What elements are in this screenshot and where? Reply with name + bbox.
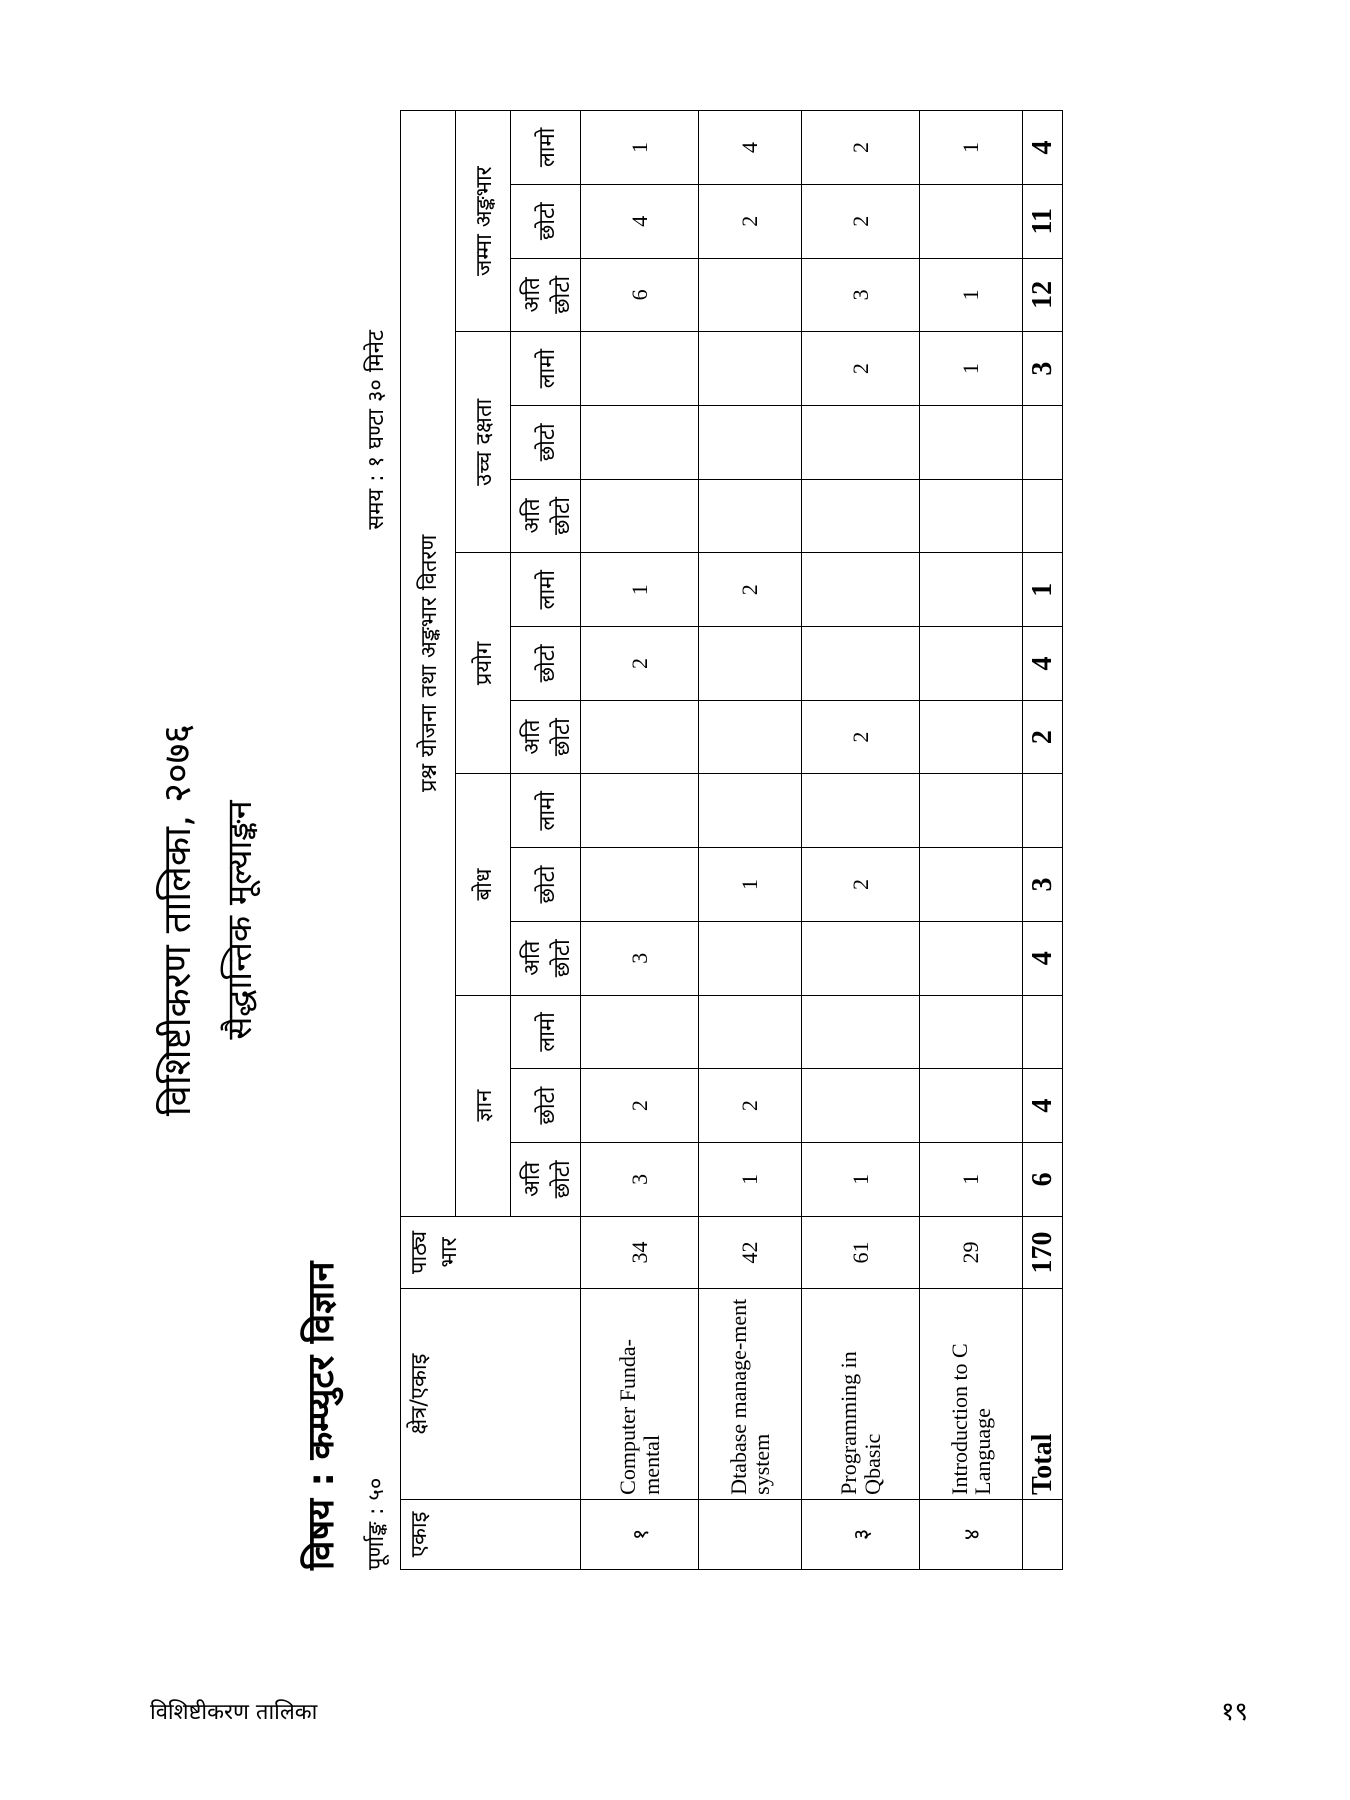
total-value-cell: 4 — [1023, 111, 1063, 185]
header-question-type: छोटो — [511, 405, 581, 479]
header-distribution: प्रश्न योजना तथा अङ्कभार वितरण — [401, 111, 456, 1217]
total-row — [1023, 111, 1063, 1570]
value-cell: 2 — [802, 700, 920, 774]
total-value-cell: 3 — [1023, 332, 1063, 406]
total-value-cell: 1 — [1023, 553, 1063, 627]
value-cell — [581, 700, 699, 774]
unit-number: १ — [581, 1499, 699, 1569]
area-name: Computer Funda-mental — [581, 1289, 699, 1500]
value-cell — [699, 700, 802, 774]
total-unit-cell — [1023, 1499, 1063, 1569]
header-question-type: अति छोटो — [511, 700, 581, 774]
value-cell: 2 — [699, 553, 802, 627]
header-question-type: छोटो — [511, 848, 581, 922]
value-cell — [699, 627, 802, 701]
header-level: जम्मा अङ्कभार — [456, 111, 511, 332]
value-cell — [699, 258, 802, 332]
header-question-type: अति छोटो — [511, 258, 581, 332]
weight-cell: 42 — [699, 1216, 802, 1289]
value-cell — [699, 479, 802, 553]
value-cell: 1 — [699, 1143, 802, 1217]
header-weight: पाठ्य भार — [401, 1216, 581, 1289]
page-subtitle: सैद्धान्तिक मूल्याङ्कन — [220, 800, 260, 1040]
total-value-cell — [1023, 479, 1063, 553]
value-cell: 3 — [581, 1143, 699, 1217]
total-value-cell: 4 — [1023, 627, 1063, 701]
header-question-type: लामो — [511, 111, 581, 185]
value-cell: 1 — [699, 848, 802, 922]
header-question-type: छोटो — [511, 627, 581, 701]
subject-heading: विषय : कम्प्युटर विज्ञान — [301, 1261, 342, 1570]
value-cell — [920, 479, 1023, 553]
value-cell — [920, 700, 1023, 774]
exam-time: समय : १ घण्टा ३० मिनेट — [364, 330, 389, 530]
header-unit: एकाइ — [401, 1499, 581, 1569]
value-cell — [920, 405, 1023, 479]
value-cell — [920, 774, 1023, 848]
value-cell: 4 — [581, 184, 699, 258]
weight-cell: 29 — [920, 1216, 1023, 1289]
total-value-cell: 11 — [1023, 184, 1063, 258]
value-cell — [581, 995, 699, 1069]
value-cell: 2 — [581, 1069, 699, 1143]
value-cell — [802, 405, 920, 479]
header-level: ज्ञान — [456, 995, 511, 1216]
value-cell — [802, 774, 920, 848]
table-row — [920, 111, 1023, 1570]
value-cell: 2 — [699, 184, 802, 258]
value-cell: 2 — [802, 184, 920, 258]
value-cell — [802, 479, 920, 553]
value-cell — [699, 774, 802, 848]
value-cell — [920, 995, 1023, 1069]
header-question-type: अति छोटो — [511, 921, 581, 995]
value-cell: 2 — [581, 627, 699, 701]
unit-number — [699, 1499, 802, 1569]
value-cell — [699, 332, 802, 406]
header-question-type: लामो — [511, 332, 581, 406]
value-cell — [920, 921, 1023, 995]
value-cell — [802, 553, 920, 627]
total-value-cell — [1023, 405, 1063, 479]
value-cell — [920, 184, 1023, 258]
value-cell — [581, 848, 699, 922]
header-question-type: अति छोटो — [511, 479, 581, 553]
total-value-cell: 4 — [1023, 921, 1063, 995]
value-cell: 2 — [802, 111, 920, 185]
header-level: प्रयोग — [456, 553, 511, 774]
value-cell: 3 — [802, 258, 920, 332]
value-cell: 4 — [699, 111, 802, 185]
area-name: Dtabase manage-ment system — [699, 1289, 802, 1500]
area-name: Programming in Qbasic — [802, 1289, 920, 1500]
value-cell — [920, 627, 1023, 701]
value-cell — [920, 1069, 1023, 1143]
value-cell: 2 — [802, 848, 920, 922]
total-value-cell: 6 — [1023, 1143, 1063, 1217]
value-cell — [802, 921, 920, 995]
total-value-cell — [1023, 995, 1063, 1069]
header-question-type: लामो — [511, 774, 581, 848]
value-cell — [581, 774, 699, 848]
full-marks: पूर्णाङ्क : ५० — [364, 1477, 389, 1570]
value-cell: 1 — [920, 332, 1023, 406]
page-title: विशिष्टीकरण तालिका, २०७६ — [155, 723, 199, 1117]
weight-cell: 34 — [581, 1216, 699, 1289]
unit-number: ३ — [802, 1499, 920, 1569]
value-cell — [581, 332, 699, 406]
rotated-page-content — [155, 127, 1160, 1650]
value-cell: 2 — [699, 1069, 802, 1143]
value-cell — [802, 1069, 920, 1143]
header-question-type: अति छोटो — [511, 1143, 581, 1217]
value-cell — [802, 627, 920, 701]
value-cell — [920, 553, 1023, 627]
specification-table — [400, 110, 1063, 1570]
value-cell — [699, 921, 802, 995]
table-row — [802, 111, 920, 1570]
value-cell — [581, 479, 699, 553]
value-cell — [581, 405, 699, 479]
value-cell: 2 — [802, 332, 920, 406]
header-level: उच्च दक्षता — [456, 332, 511, 553]
value-cell: 1 — [920, 111, 1023, 185]
value-cell: 1 — [581, 553, 699, 627]
value-cell: 1 — [920, 258, 1023, 332]
header-level: बोध — [456, 774, 511, 995]
total-value-cell: 2 — [1023, 700, 1063, 774]
total-value-cell: 3 — [1023, 848, 1063, 922]
weight-cell: 61 — [802, 1216, 920, 1289]
header-question-type: लामो — [511, 553, 581, 627]
header-question-type: छोटो — [511, 1069, 581, 1143]
table-row — [699, 111, 802, 1570]
value-cell — [802, 995, 920, 1069]
value-cell: 3 — [581, 921, 699, 995]
header-question-type: लामो — [511, 995, 581, 1069]
value-cell — [699, 405, 802, 479]
total-value-cell — [1023, 774, 1063, 848]
total-weight: 170 — [1023, 1216, 1063, 1289]
total-value-cell: 4 — [1023, 1069, 1063, 1143]
header-area: क्षेत्र/एकाइ — [401, 1289, 581, 1500]
total-label: Total — [1023, 1289, 1063, 1500]
total-value-cell: 12 — [1023, 258, 1063, 332]
header-question-type: छोटो — [511, 184, 581, 258]
value-cell: 1 — [581, 111, 699, 185]
value-cell: 1 — [920, 1143, 1023, 1217]
table-row — [581, 111, 699, 1570]
value-cell — [920, 848, 1023, 922]
value-cell — [699, 995, 802, 1069]
footer-label: विशिष्टीकरण तालिका — [150, 1700, 318, 1725]
area-name: Introduction to C Language — [920, 1289, 1023, 1500]
unit-number: ४ — [920, 1499, 1023, 1569]
value-cell: 1 — [802, 1143, 920, 1217]
value-cell: 6 — [581, 258, 699, 332]
page-number: १९ — [1220, 1697, 1248, 1727]
